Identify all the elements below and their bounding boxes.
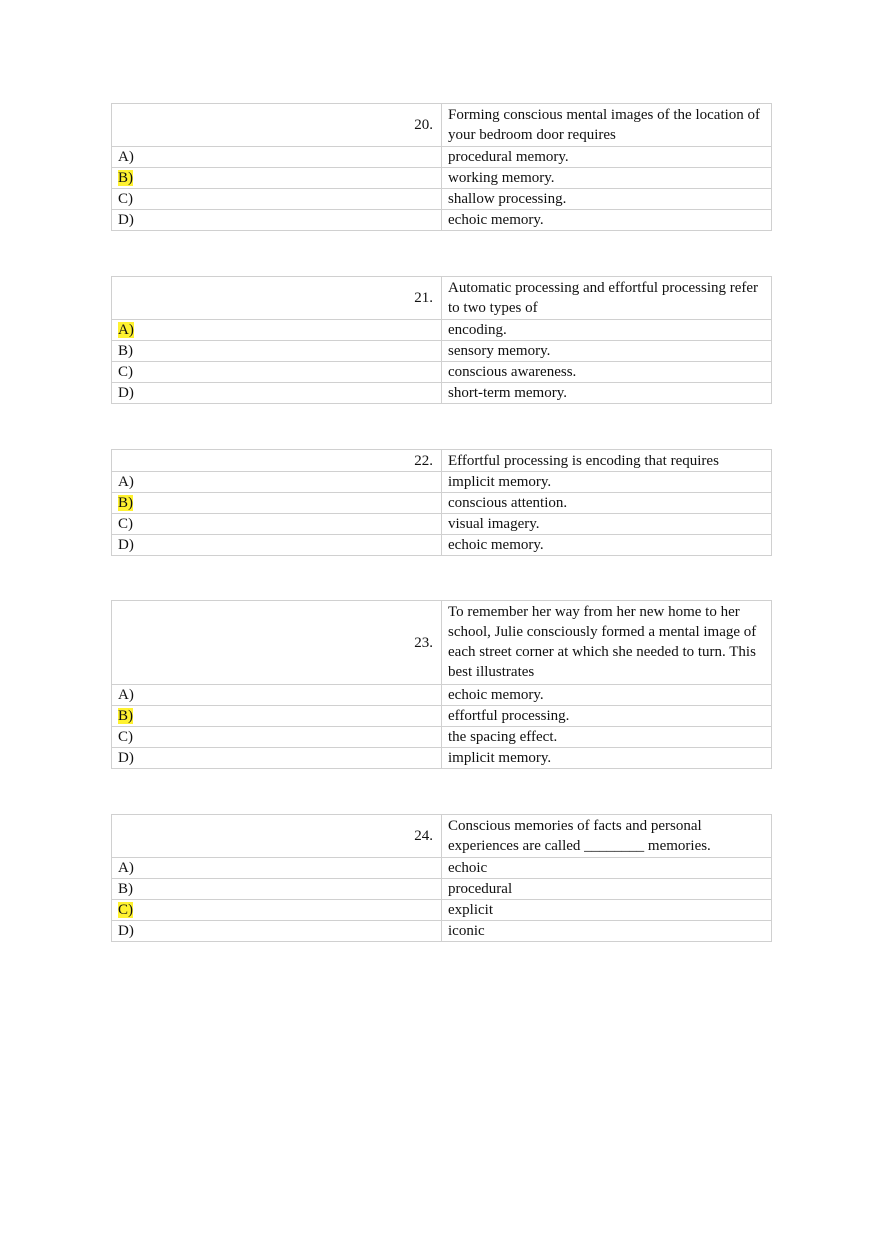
option-letter [112, 472, 442, 493]
option-letter [112, 383, 442, 404]
option-letter [112, 341, 442, 362]
option-row [112, 858, 772, 879]
option-row [112, 748, 772, 769]
question-stem-row [112, 815, 772, 858]
option-row [112, 514, 772, 535]
option-row [112, 727, 772, 748]
option-letter-label: D) [118, 750, 134, 766]
option-text: explicit [442, 900, 772, 921]
option-letter [112, 493, 442, 514]
option-row [112, 879, 772, 900]
option-text: echoic memory. [442, 535, 772, 556]
option-letter [112, 685, 442, 706]
question-20 [111, 103, 772, 231]
option-text: procedural memory. [442, 147, 772, 168]
question-stem: To remember her way from her new home to her school, Julie consciously formed a mental image of each street corner at which she needed to turn. This best illustrates [442, 601, 772, 685]
option-letter [112, 362, 442, 383]
question-21 [111, 276, 772, 404]
option-row [112, 362, 772, 383]
option-text: effortful processing. [442, 706, 772, 727]
option-text: echoic [442, 858, 772, 879]
option-letter-label: B) [118, 881, 133, 897]
option-letter-label: A) [118, 860, 134, 876]
option-letter [112, 706, 442, 727]
option-letter [112, 147, 442, 168]
option-letter-label: A) [118, 474, 134, 490]
question-24 [111, 814, 772, 942]
option-text: conscious awareness. [442, 362, 772, 383]
option-letter-label: D) [118, 537, 134, 553]
option-row [112, 535, 772, 556]
option-letter [112, 879, 442, 900]
question-23 [111, 600, 772, 769]
option-letter-label: C) [118, 191, 133, 207]
option-letter [112, 727, 442, 748]
question-stem: Automatic processing and effortful processing refer to two types of [442, 277, 772, 320]
question-22 [111, 449, 772, 556]
option-letter-label: A) [118, 687, 134, 703]
option-text: shallow processing. [442, 189, 772, 210]
option-row [112, 383, 772, 404]
option-letter [112, 210, 442, 231]
question-stem-row [112, 601, 772, 685]
correct-answer-highlight: B) [118, 708, 133, 724]
option-letter-label: C) [118, 729, 133, 745]
option-text: visual imagery. [442, 514, 772, 535]
option-letter-label: D) [118, 923, 134, 939]
correct-answer-highlight: B) [118, 495, 133, 511]
option-letter-label: A) [118, 149, 134, 165]
option-row [112, 147, 772, 168]
option-text: iconic [442, 921, 772, 942]
question-stem: Effortful processing is encoding that requires [442, 450, 772, 472]
option-text: encoding. [442, 320, 772, 341]
option-row [112, 472, 772, 493]
option-letter [112, 168, 442, 189]
correct-answer-highlight: A) [118, 322, 134, 338]
question-stem-row [112, 104, 772, 147]
option-row [112, 189, 772, 210]
option-row [112, 210, 772, 231]
question-number: 23. [112, 601, 442, 685]
option-text: implicit memory. [442, 748, 772, 769]
option-letter-label: B) [118, 343, 133, 359]
option-letter-label: D) [118, 212, 134, 228]
option-letter-label: D) [118, 385, 134, 401]
option-row [112, 493, 772, 514]
option-row [112, 341, 772, 362]
option-text: the spacing effect. [442, 727, 772, 748]
option-row [112, 921, 772, 942]
question-number: 20. [112, 104, 442, 147]
correct-answer-highlight: C) [118, 902, 133, 918]
option-text: sensory memory. [442, 341, 772, 362]
question-number: 22. [112, 450, 442, 472]
option-text: short-term memory. [442, 383, 772, 404]
option-letter [112, 858, 442, 879]
option-letter [112, 189, 442, 210]
question-stem: Forming conscious mental images of the location of your bedroom door requires [442, 104, 772, 147]
option-letter [112, 535, 442, 556]
option-text: echoic memory. [442, 210, 772, 231]
option-letter [112, 748, 442, 769]
option-row [112, 320, 772, 341]
option-row [112, 706, 772, 727]
option-text: echoic memory. [442, 685, 772, 706]
question-stem-row [112, 450, 772, 472]
correct-answer-highlight: B) [118, 170, 133, 186]
option-row [112, 685, 772, 706]
question-number: 21. [112, 277, 442, 320]
question-stem: Conscious memories of facts and personal experiences are called ________ memories. [442, 815, 772, 858]
option-letter [112, 514, 442, 535]
option-text: implicit memory. [442, 472, 772, 493]
option-letter [112, 900, 442, 921]
question-stem-row [112, 277, 772, 320]
option-text: conscious attention. [442, 493, 772, 514]
option-letter [112, 921, 442, 942]
question-number: 24. [112, 815, 442, 858]
option-text: working memory. [442, 168, 772, 189]
option-letter-label: C) [118, 516, 133, 532]
option-letter-label: C) [118, 364, 133, 380]
option-row [112, 168, 772, 189]
option-letter [112, 320, 442, 341]
option-row [112, 900, 772, 921]
option-text: procedural [442, 879, 772, 900]
